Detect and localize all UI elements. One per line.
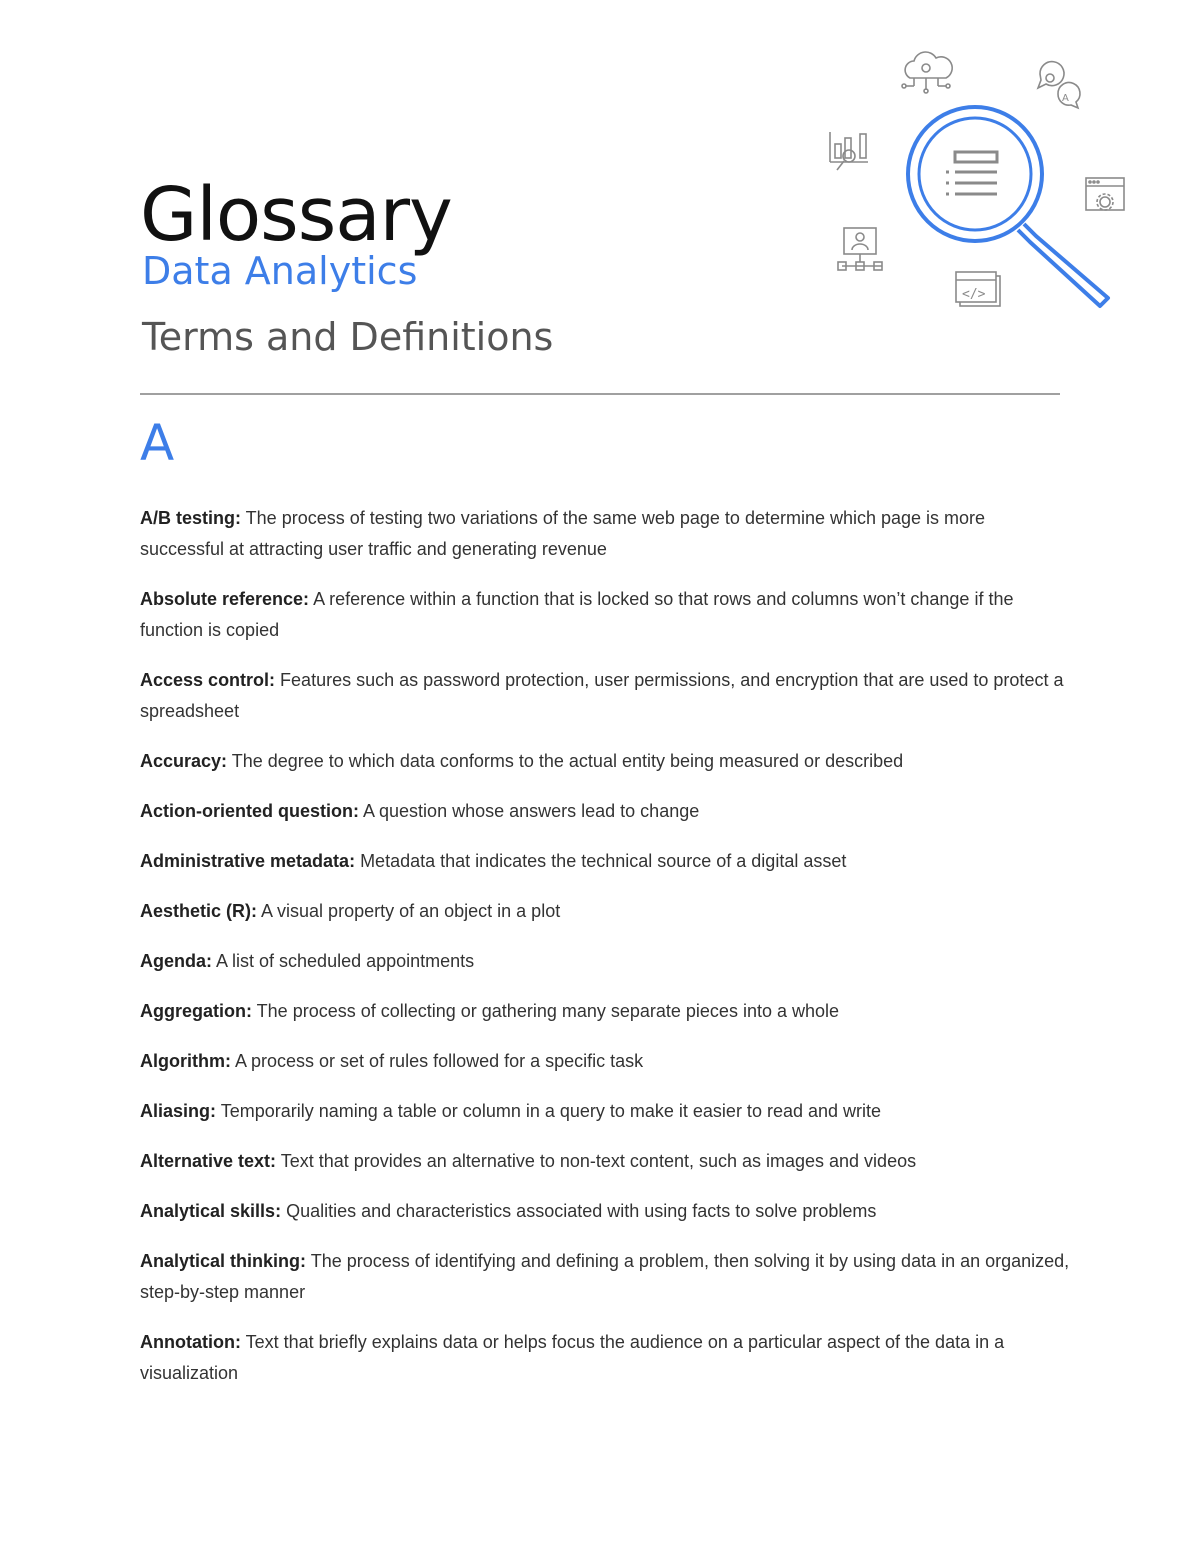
glossary-definition: Text that provides an alternative to non-text content, such as images and videos	[276, 1151, 917, 1171]
glossary-definition: Temporarily naming a table or column in a query to make it easier to read and write	[216, 1101, 882, 1121]
chart-search-icon	[830, 132, 868, 170]
glossary-term: Accuracy:	[140, 751, 228, 771]
glossary-term: Aliasing:	[140, 1101, 217, 1121]
code-window-icon	[956, 272, 1000, 306]
magnifier-icon	[908, 107, 1108, 306]
glossary-entry	[140, 946, 1070, 977]
glossary-term: Analytical thinking:	[140, 1251, 307, 1271]
glossary-term: Annotation:	[140, 1332, 241, 1352]
svg-text:</>: </>	[962, 287, 986, 302]
glossary-term: Algorithm:	[140, 1051, 231, 1071]
glossary-definition: Metadata that indicates the technical source of a digital asset	[355, 851, 847, 871]
glossary-entry	[140, 1196, 1070, 1227]
glossary-definition: The degree to which data conforms to the actual entity being measured or described	[227, 751, 904, 771]
svg-text:A: A	[1062, 93, 1069, 104]
glossary-entry	[140, 503, 1070, 565]
header-illustration	[822, 40, 1142, 320]
glossary-term: Absolute reference:	[140, 589, 310, 609]
settings-window-icon	[1086, 178, 1124, 210]
glossary-definition: Features such as password protection, user permissions, and encryption that are used to protect a spreadsheet	[140, 670, 1064, 721]
glossary-definition: A visual property of an object in a plot	[257, 901, 561, 921]
glossary-term: Action-oriented question:	[140, 801, 359, 821]
glossary-term: Administrative metadata:	[140, 851, 356, 871]
glossary-entry	[140, 1246, 1070, 1308]
glossary-entry	[140, 996, 1070, 1027]
glossary-term: Agenda:	[140, 951, 212, 971]
glossary-entry	[140, 1327, 1070, 1389]
glossary-term: Analytical skills:	[140, 1201, 282, 1221]
glossary-entry	[140, 1096, 1070, 1127]
glossary-entry	[140, 896, 1070, 927]
glossary-definition: The process of collecting or gathering many separate pieces into a whole	[252, 1001, 840, 1021]
glossary-definition: Qualities and characteristics associated with using facts to solve problems	[281, 1201, 877, 1221]
glossary-entry	[140, 846, 1070, 877]
glossary-term: Aesthetic (R):	[140, 901, 258, 921]
glossary-term: Aggregation:	[140, 1001, 252, 1021]
user-hierarchy-icon	[838, 228, 882, 270]
glossary-entry	[140, 584, 1070, 646]
glossary-term: Access control:	[140, 670, 276, 690]
page-subtitle: Data Analytics	[142, 249, 418, 293]
cloud-network-icon	[902, 52, 952, 93]
glossary-definition: Text that briefly explains data or helps focus the audience on a particular aspect of the data in a visualization	[140, 1332, 1005, 1383]
glossary-term: Alternative text:	[140, 1151, 277, 1171]
glossary-entry	[140, 796, 1070, 827]
chat-search-icon	[1038, 62, 1080, 108]
section-divider	[140, 393, 1060, 395]
glossary-entry	[140, 1046, 1070, 1077]
glossary-definition: A list of scheduled appointments	[212, 951, 475, 971]
glossary-definition: The process of testing two variations of the same web page to determine which page is more successful at attracting user traffic and generating revenue	[140, 508, 986, 559]
glossary-term: A/B testing:	[140, 508, 241, 528]
section-letter: A	[140, 414, 175, 472]
page-title: Glossary	[140, 171, 452, 258]
glossary-definition: A question whose answers lead to change	[359, 801, 700, 821]
glossary-definition: A process or set of rules followed for a specific task	[230, 1051, 644, 1071]
glossary-definition: A reference within a function that is locked so that rows and columns won’t change if the function is copied	[140, 589, 1014, 640]
glossary-entry	[140, 665, 1070, 727]
glossary-entry	[140, 746, 1070, 777]
glossary-entry	[140, 1146, 1070, 1177]
glossary-definition: The process of identifying and defining a problem, then solving it by using data in an organized, step-by-step manner	[140, 1251, 1070, 1302]
glossary-list	[140, 503, 1070, 1408]
page-subtitle-secondary: Terms and Definitions	[142, 315, 554, 359]
